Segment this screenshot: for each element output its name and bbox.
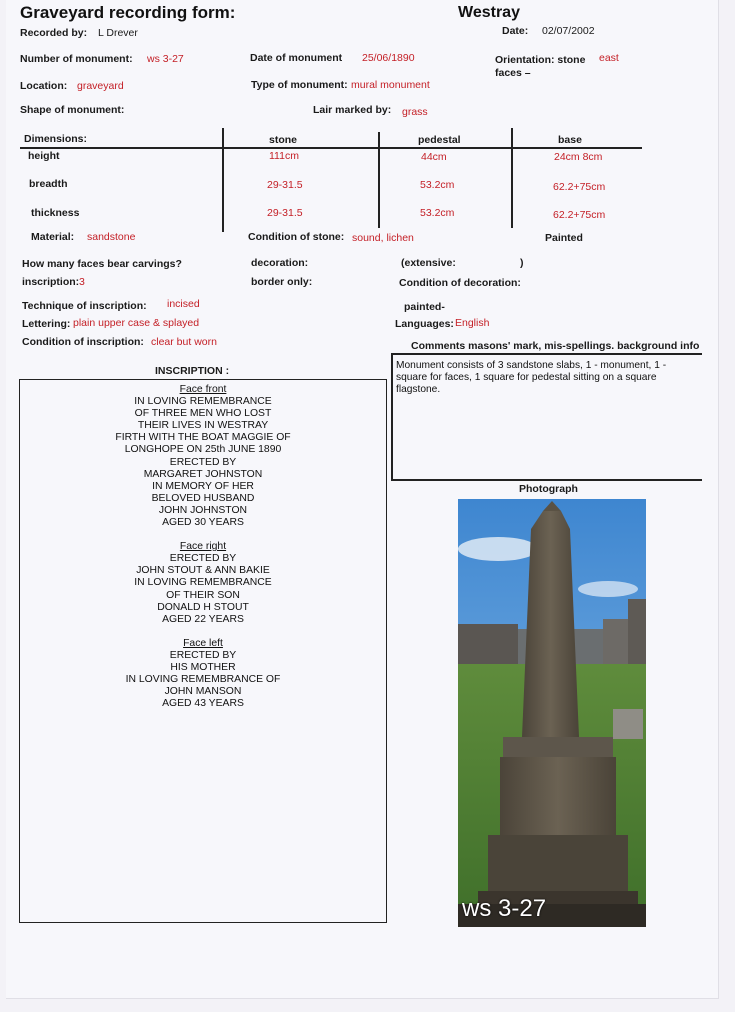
comments-text: Monument consists of 3 sandstone slabs, 1 - monument, 1 - square for faces, 1 square for pedestal sitting on a square flagstone. bbox=[396, 360, 667, 396]
inscription-line: LONGHOPE ON 25th JUNE 1890 bbox=[124, 444, 282, 456]
inscription-count-label: inscription: bbox=[22, 276, 80, 288]
languages-label: Languages: bbox=[395, 318, 454, 330]
faces-carved-label: How many faces bear carvings? bbox=[22, 258, 182, 270]
technique-label: Technique of inscription: bbox=[22, 300, 147, 312]
dimensions-breadth-stone: 29-31.5 bbox=[267, 179, 303, 191]
orientation-label-2: faces – bbox=[495, 67, 531, 79]
inscription-line: IN LOVING REMEMBRANCE OF bbox=[125, 674, 281, 686]
dimensions-thickness-pedestal: 53.2cm bbox=[420, 207, 455, 219]
inscription-line: MARGARET JOHNSTON bbox=[143, 468, 263, 480]
inscription-line: ERECTED BY bbox=[169, 649, 237, 661]
dimensions-divider-3 bbox=[511, 128, 513, 228]
recording-form-page bbox=[6, 0, 719, 999]
lair-label: Lair marked by: bbox=[313, 104, 392, 116]
comments-title: Comments masons' mark, mis-spellings. background info bbox=[411, 340, 700, 352]
inscription-line: IN MEMORY OF HER bbox=[152, 480, 254, 492]
orientation-value: east bbox=[599, 52, 619, 64]
inscription-face-left bbox=[20, 638, 386, 711]
languages-value: English bbox=[455, 317, 490, 329]
dimensions-header-rule bbox=[20, 147, 642, 149]
border-only-label: border only: bbox=[251, 276, 313, 288]
monument-number-value: ws 3-27 bbox=[147, 53, 184, 65]
inscription-line: OF THREE MEN WHO LOST bbox=[134, 408, 272, 420]
dimensions-thickness-stone: 29-31.5 bbox=[267, 207, 303, 219]
inscription-line: ERECTED BY bbox=[169, 553, 237, 565]
dimensions-row-breadth-label: breadth bbox=[29, 178, 68, 190]
inscription-line: IN LOVING REMEMBRANCE bbox=[134, 396, 272, 408]
monument-number-label: Number of monument: bbox=[20, 53, 133, 65]
dimensions-row-height-label: height bbox=[28, 150, 60, 162]
dimensions-divider-2 bbox=[378, 132, 380, 228]
monument-photo bbox=[458, 499, 646, 927]
material-value: sandstone bbox=[87, 231, 136, 243]
inscription-line: DONALD H STOUT bbox=[157, 601, 249, 613]
dimensions-breadth-base: 62.2+75cm bbox=[553, 181, 606, 193]
inscription-line: JOHN JOHNSTON bbox=[158, 504, 248, 516]
date-value: 02/07/2002 bbox=[542, 25, 595, 37]
photo-title: Photograph bbox=[519, 483, 578, 495]
inscription-line: ERECTED BY bbox=[169, 456, 237, 468]
face-front-heading: Face front bbox=[179, 384, 227, 395]
obelisk-photo-image bbox=[458, 499, 646, 927]
inscription-face-right bbox=[20, 541, 386, 626]
dimensions-height-pedestal: 44cm bbox=[421, 151, 447, 163]
location-label: Location: bbox=[20, 80, 68, 92]
condition-stone-value: sound, lichen bbox=[352, 232, 414, 244]
inscription-line: THEIR LIVES IN WESTRAY bbox=[137, 420, 269, 432]
dimensions-col-stone: stone bbox=[269, 134, 298, 146]
inscription-box bbox=[19, 379, 387, 923]
monument-type-value: mural monument bbox=[351, 79, 430, 91]
monument-date-label: Date of monument bbox=[250, 52, 343, 64]
inscription-line: AGED 43 YEARS bbox=[162, 698, 244, 710]
condition-stone-label: Condition of stone: bbox=[248, 231, 345, 243]
face-left-heading: Face left bbox=[183, 637, 223, 649]
orientation-label: Orientation: stone bbox=[495, 54, 586, 66]
dimensions-row-thickness-label: thickness bbox=[31, 207, 80, 219]
location-value: graveyard bbox=[77, 80, 124, 92]
decoration-label: decoration: bbox=[251, 257, 309, 269]
inscription-line: OF THEIR SON bbox=[166, 589, 240, 601]
comments-bottom-rule bbox=[391, 479, 702, 481]
inscription-line: BELOVED HUSBAND bbox=[151, 492, 255, 504]
comments-top-rule bbox=[391, 353, 702, 355]
dimensions-title: Dimensions: bbox=[24, 133, 88, 145]
painted-dash-label: painted- bbox=[404, 301, 445, 313]
photo-overlay-label: ws 3-27 bbox=[462, 895, 547, 922]
comments-left-rule bbox=[391, 353, 393, 480]
dimensions-col-base: base bbox=[558, 134, 582, 146]
inscription-line: HIS MOTHER bbox=[170, 661, 236, 673]
inscription-line: AGED 22 YEARS bbox=[162, 613, 244, 625]
inscription-line: JOHN MANSON bbox=[164, 686, 242, 698]
dimensions-divider-1 bbox=[222, 128, 224, 232]
material-label: Material: bbox=[31, 231, 75, 243]
inscription-line: FIRTH WITH THE BOAT MAGGIE OF bbox=[115, 432, 291, 444]
dimensions-breadth-pedestal: 53.2cm bbox=[420, 179, 455, 191]
dimensions-col-pedestal: pedestal bbox=[418, 134, 461, 146]
monument-type-label: Type of monument: bbox=[251, 79, 348, 91]
extensive-label: (extensive: bbox=[401, 257, 456, 269]
face-right-heading: Face right bbox=[179, 541, 227, 553]
shape-label: Shape of monument: bbox=[20, 104, 125, 116]
lair-value: grass bbox=[402, 106, 428, 118]
form-title: Graveyard recording form: bbox=[20, 3, 236, 22]
dimensions-height-base: 24cm 8cm bbox=[554, 151, 603, 163]
date-label: Date: bbox=[502, 25, 529, 37]
condition-decoration-label: Condition of decoration: bbox=[399, 277, 521, 289]
monument-date-value: 25/06/1890 bbox=[362, 52, 415, 64]
lettering-value: plain upper case & splayed bbox=[73, 317, 200, 329]
dimensions-height-stone: 111cm bbox=[269, 150, 299, 162]
inscription-face-front bbox=[20, 384, 386, 529]
dimensions-thickness-base: 62.2+75cm bbox=[553, 209, 606, 221]
inscription-title: INSCRIPTION : bbox=[155, 365, 230, 377]
condition-inscription-label: Condition of inscription: bbox=[22, 336, 144, 348]
place-title: Westray bbox=[458, 4, 520, 21]
condition-inscription-value: clear but worn bbox=[151, 336, 217, 348]
inscription-line: IN LOVING REMEMBRANCE bbox=[134, 577, 272, 589]
inscription-line: JOHN STOUT & ANN BAKIE bbox=[136, 565, 270, 577]
recorded-by-value: L Drever bbox=[98, 27, 138, 39]
lettering-label: Lettering: bbox=[22, 318, 71, 330]
extensive-close: ) bbox=[520, 257, 524, 269]
inscription-count-value: 3 bbox=[79, 276, 85, 288]
painted-label: Painted bbox=[545, 232, 583, 244]
inscription-line: AGED 30 YEARS bbox=[162, 517, 244, 529]
recorded-by-label: Recorded by: bbox=[20, 27, 88, 39]
technique-value: incised bbox=[167, 298, 200, 310]
